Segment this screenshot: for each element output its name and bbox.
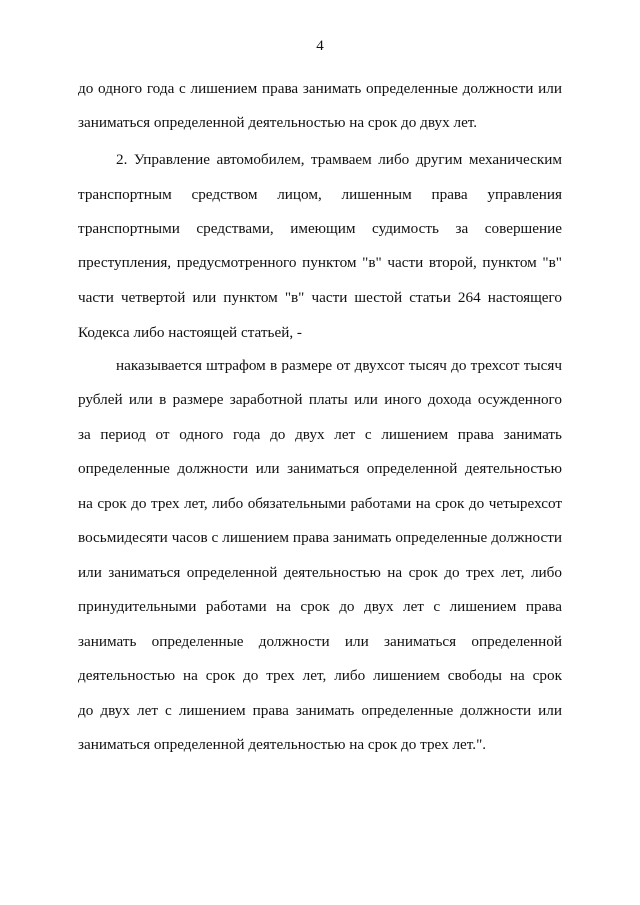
text-line: на срок до трех лет, либо обязательными работами на срок до четырехсот bbox=[78, 495, 562, 512]
text-line: Кодекса либо настоящей статьей, - bbox=[78, 324, 302, 341]
text-line: занимать определенные должности или заниматься определенной bbox=[78, 633, 562, 650]
text-line: транспортными средствами, имеющим судимость за совершение bbox=[78, 220, 562, 237]
paragraph-first-line: наказывается штрафом в размере от двухсот тысяч до трехсот тысяч bbox=[116, 357, 562, 374]
text-line: или заниматься определенной деятельностью на срок до трех лет, либо bbox=[78, 564, 562, 581]
text-line: рублей или в размере заработной платы или иного дохода осужденного bbox=[78, 391, 562, 408]
text-line: до одного года с лишением права занимать определенные должности или bbox=[78, 80, 562, 97]
text-line: преступления, предусмотренного пунктом "в" части второй, пунктом "в" bbox=[78, 254, 562, 271]
text-line: определенные должности или заниматься определенной деятельностью bbox=[78, 460, 562, 477]
page-number: 4 bbox=[316, 38, 324, 54]
text-line: транспортным средством лицом, лишенным права управления bbox=[78, 186, 562, 203]
text-line: за период от одного года до двух лет с лишением права занимать bbox=[78, 426, 562, 443]
text-line: заниматься определенной деятельностью на срок до трех лет.". bbox=[78, 736, 487, 753]
text-line: восьмидесяти часов с лишением права занимать определенные должности bbox=[78, 529, 562, 546]
text-line: части четвертой или пунктом "в" части шестой статьи 264 настоящего bbox=[78, 289, 562, 306]
text-line: заниматься определенной деятельностью на срок до двух лет. bbox=[78, 114, 478, 131]
text-line: деятельностью на срок до трех лет, либо лишением свободы на срок bbox=[78, 667, 562, 684]
paragraph-first-line: 2. Управление автомобилем, трамваем либо другим механическим bbox=[116, 151, 562, 168]
text-line: до двух лет с лишением права занимать определенные должности или bbox=[78, 702, 562, 719]
text-line: принудительными работами на срок до двух лет с лишением права bbox=[78, 598, 562, 615]
